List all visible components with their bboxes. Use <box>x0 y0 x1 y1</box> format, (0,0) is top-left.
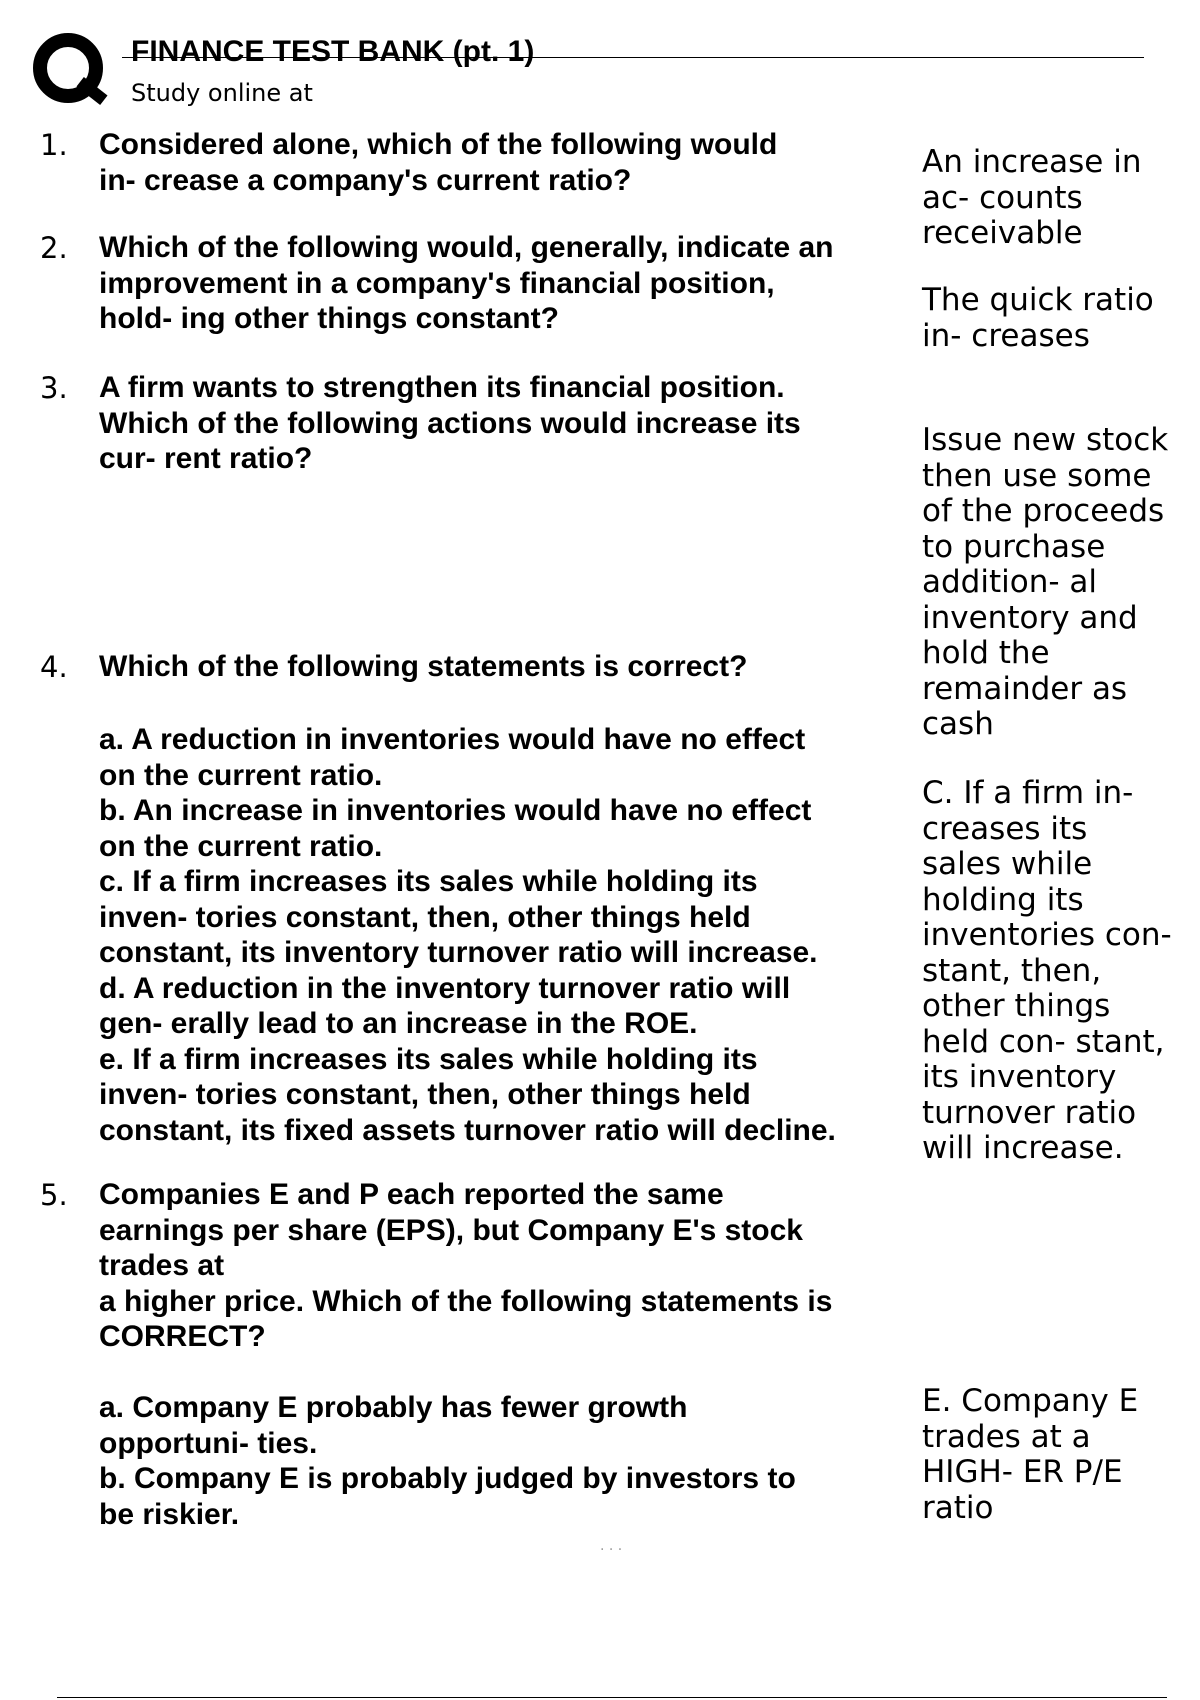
question-4-answer: C. If a firm in- creases its sales while holding its inventories con- stant, then, other things held con- stant, its inventory turnover ratio will increase. <box>922 775 1172 1166</box>
question-2-text: Which of the following would, generally, indicate an improvement in a company's financial position, hold- ing other things constant? <box>99 231 834 335</box>
question-5-number: 5. <box>40 1178 68 1212</box>
footer-mark: · · · <box>600 1542 623 1558</box>
question-1-text: Considered alone, which of the following would in- crease a company's current ratio? <box>99 128 778 197</box>
document-title: FINANCE TEST BANK (pt. 1) <box>131 35 535 68</box>
question-3-answer: Issue new stock then use some of the proceeds to purchase addition- al inventory and hold the remainder as cash <box>922 422 1169 742</box>
question-4-options: a. A reduction in inventories would have no effect on the current ratio. b. An increase in inventories would have no effect on the current ratio. c. If a firm increases its sales while holding its inven- tories constant, then, other things held constant, its inventory turnover ratio will increase. d. A reduction in the inventory turnover ratio will gen- erally lead to an increase in the ROE. e. If a firm increases its sales while holding its inven- tories constant, then, other things held constant, its fixed assets turnover ratio will decline. <box>99 723 836 1147</box>
question-2-answer: The quick ratio in- creases <box>922 282 1154 354</box>
quizlet-logo-icon <box>31 31 109 109</box>
question-2-number: 2. <box>40 231 68 265</box>
study-online-text: Study online at <box>131 79 313 107</box>
question-5-answer: E. Company E trades at a HIGH- ER P/E ratio <box>922 1383 1139 1526</box>
header-rule <box>122 57 1144 58</box>
question-4-number: 4. <box>40 650 68 684</box>
question-1-answer: An increase in ac- counts receivable <box>922 144 1142 251</box>
question-3-number: 3. <box>40 371 68 405</box>
question-3-text: A firm wants to strengthen its financial position. Which of the following actions would increase its cur- rent ratio? <box>99 371 801 475</box>
question-1-number: 1. <box>40 128 68 162</box>
footer-rule <box>57 1697 1167 1698</box>
question-4-text: Which of the following statements is correct? <box>99 650 748 683</box>
question-5-text: Companies E and P each reported the same earnings per share (EPS), but Company E's stock trades at a higher price. Which of the following statements is CORRECT? <box>99 1178 833 1353</box>
question-5-options: a. Company E probably has fewer growth opportuni- ties. b. Company E is probably judged by investors to be riskier. <box>99 1391 796 1531</box>
